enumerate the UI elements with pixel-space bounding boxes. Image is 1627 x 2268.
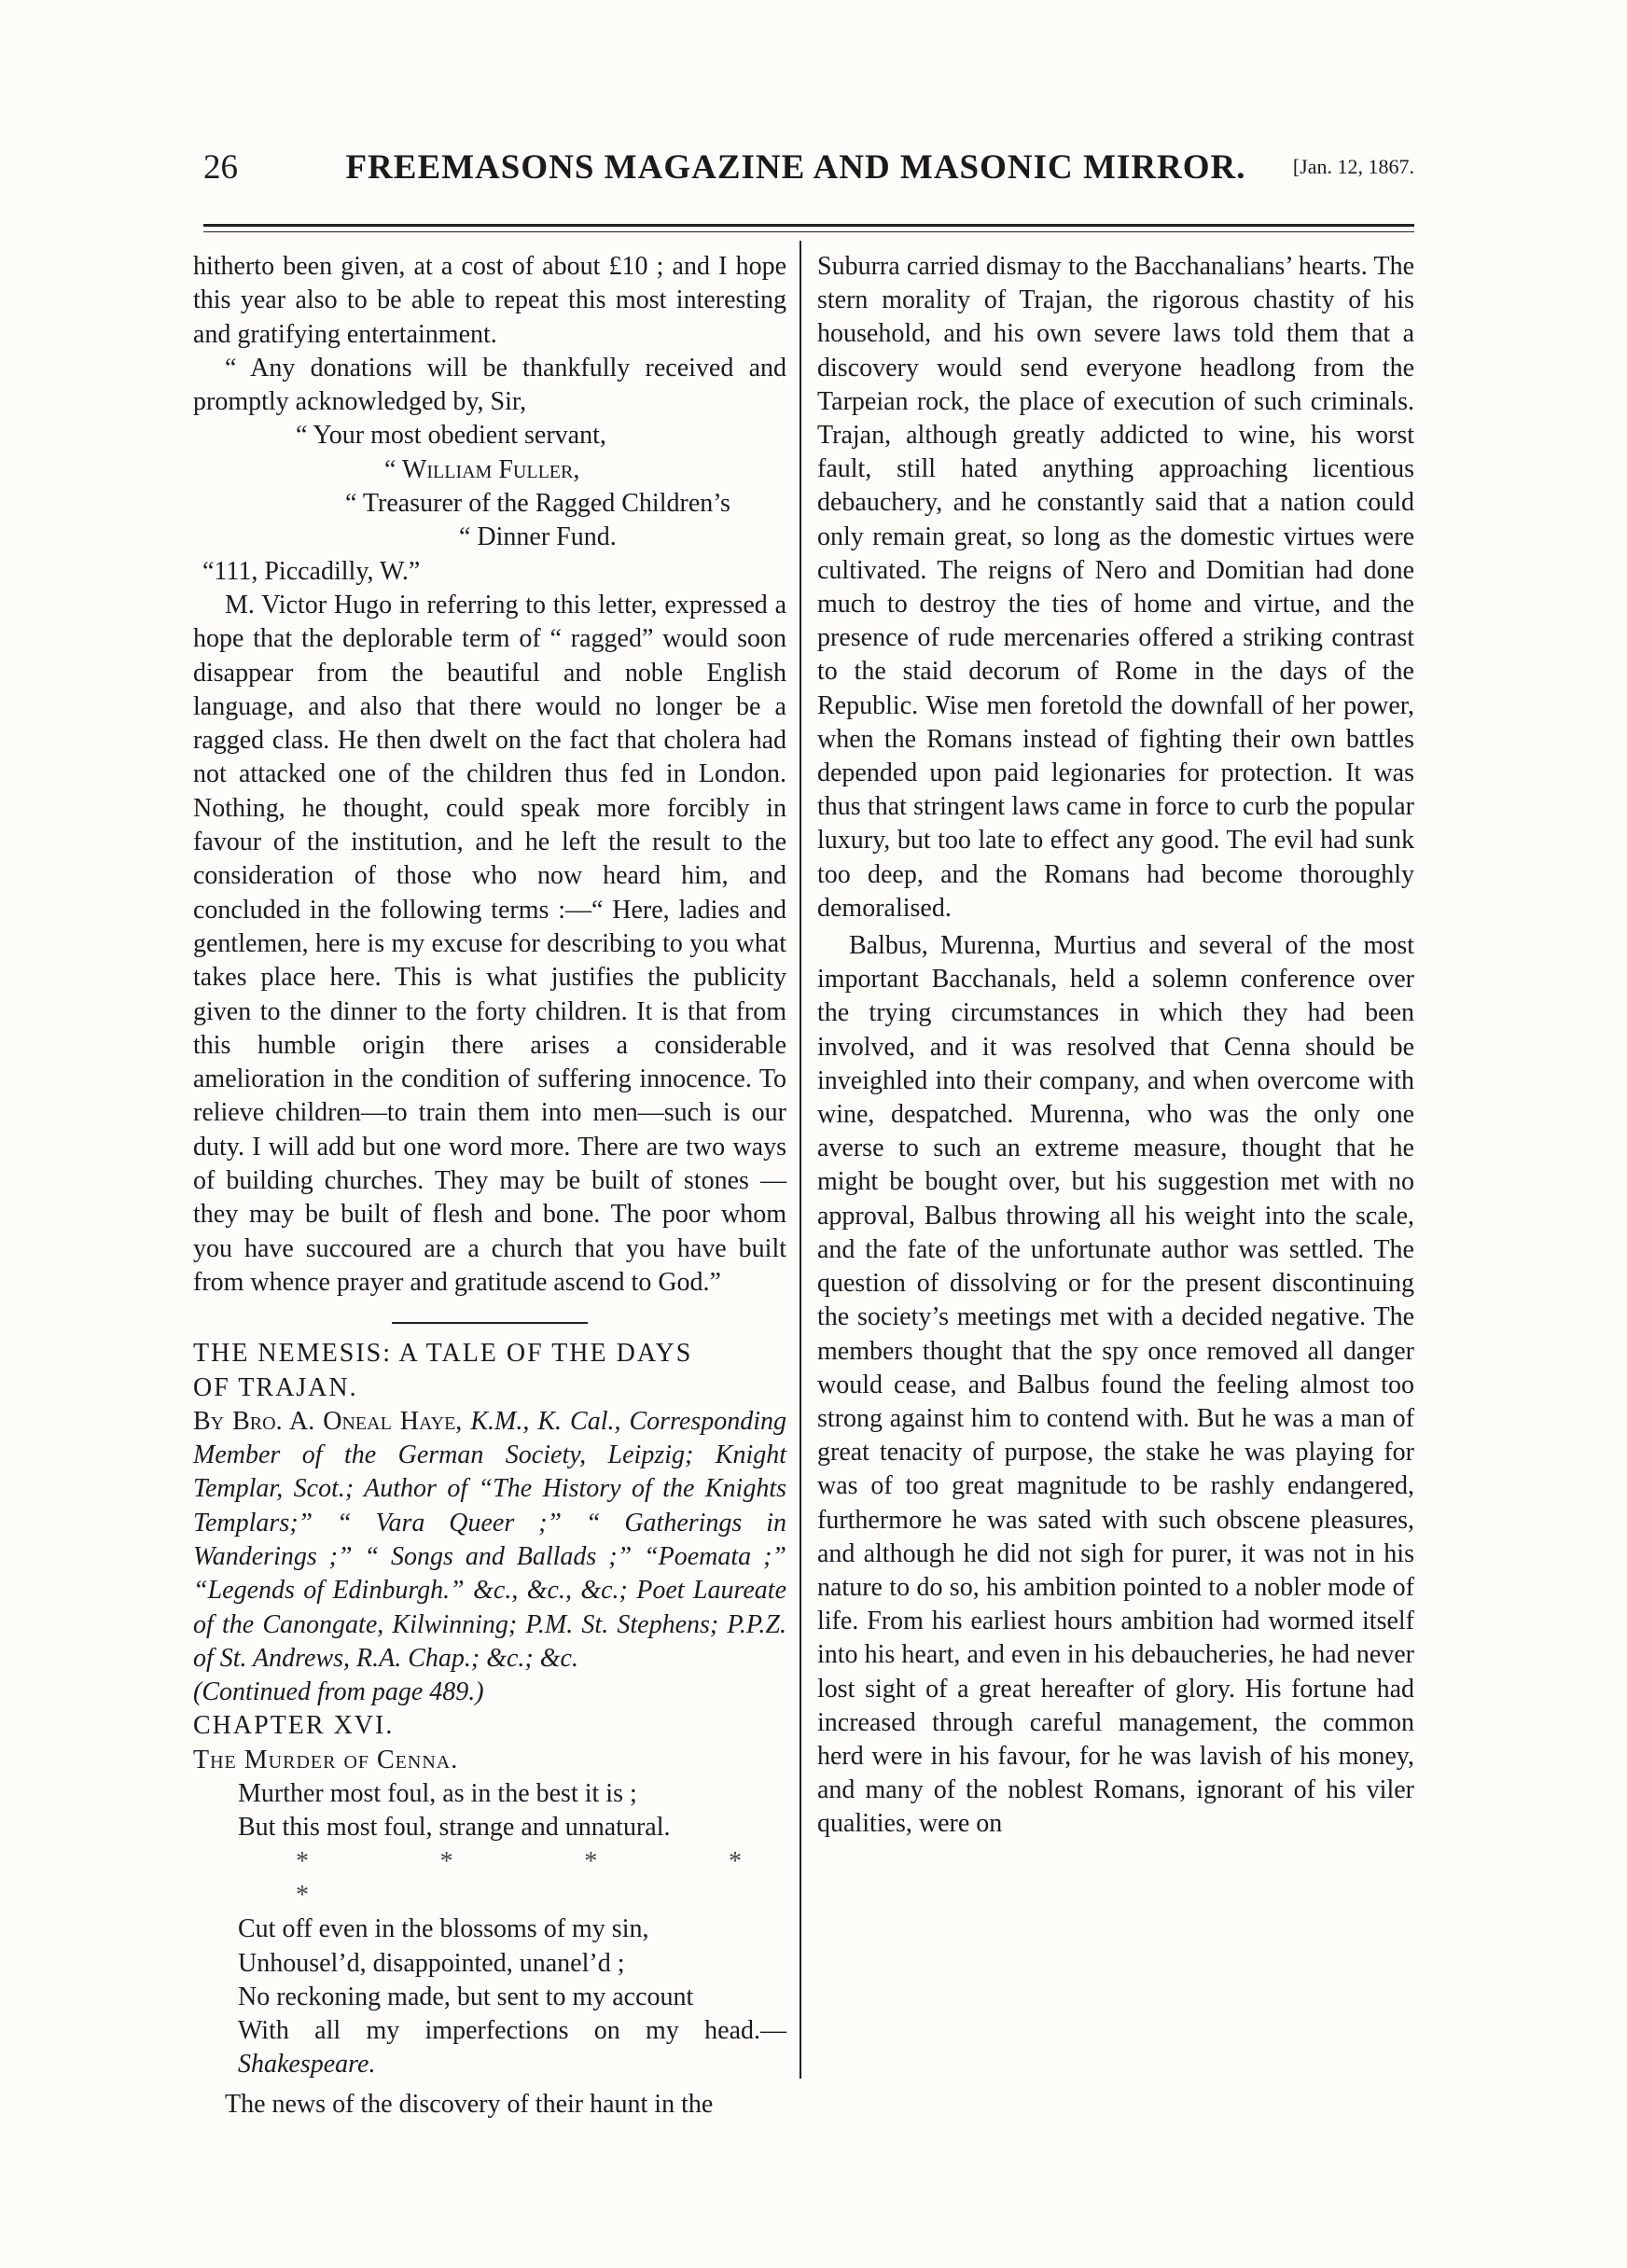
running-header (203, 140, 1416, 196)
epigraph-line: No reckoning made, but sent to my account (238, 1982, 694, 2011)
section-rule (392, 1322, 588, 1324)
epigraph-line: Cut off even in the blossoms of my sin, (238, 1914, 649, 1944)
epigraph-attribution: Shakespeare. (238, 2050, 376, 2080)
article-title: OF TRAJAN. (193, 1372, 358, 1402)
left-column (193, 250, 786, 2122)
paragraph: “ Any donations will be thankfully received and promptly acknowledged by, Sir, (193, 353, 786, 417)
byline-name: By Bro. A. Oneal Haye, (193, 1406, 463, 1436)
header-rule-thick (203, 224, 1414, 227)
epigraph-text: With all my imperfections on my head.— (238, 2016, 786, 2046)
issue-date: [Jan. 12, 1867. (1292, 155, 1414, 178)
column-divider (800, 241, 801, 2079)
chapter-heading: CHAPTER XVI. (193, 1711, 395, 1741)
page-number: 26 (203, 148, 238, 187)
epigraph-line (193, 2014, 786, 2082)
epigraph-line: Murther most foul, as in the best it is ; (238, 1779, 637, 1809)
continued-note: (Continued from page 489.) (193, 1677, 484, 1707)
paragraph: hitherto been given, at a cost of about £10 ; and I hope this year also to be able to repeat this most interesting and gratifying entertainment. (193, 252, 786, 349)
chapter-subtitle: The Murder of Cenna. (193, 1745, 459, 1774)
paragraph: The news of the discovery of their haunt in the (225, 2089, 714, 2119)
paragraph: Balbus, Murenna, Murtius and several of the most important Bacchanals, held a solemn conference over the trying circumstances in which they had been involved, and it was resolved that Cenna should be inveighled into their company, and when overcome with wine, despatched. Murenna, who was the only one averse to such an extreme measure, thought that he might be bought over, but his suggestion met with no approval, Balbus throwing all his weight into the scale, and the fate of the unfortunate author was settled. The question of dissolving or for the present discontinuing the society’s meetings met with a decided negative. The members thought that the spy once removed all danger would cease, and Balbus found the feeling almost too strong against him to contend with. But he was a man of great tenacity of purpose, the stake he was playing for was of too great magnitude to be rashly endangered, furthermore he was sated with such obscene pleasures, and although he did not sigh for purer, it was not in his nature to do so, his ambition pointed to a nobler mode of life. From his earliest hours ambition had wormed itself into his heart, and even in his debaucheries, he had never lost sight of a great hereafter of glory. His fortune had increased through careful management, the common herd were in his favour, for he was lavish of his money, and many of the noblest Romans, ignorant of his viler qualities, were on (817, 931, 1414, 1839)
article-title: THE NEMESIS: A TALE OF THE DAYS (193, 1339, 693, 1369)
letter-closing: “ Your most obedient servant, (296, 421, 606, 451)
author-byline (193, 1405, 786, 1676)
header-rule-thin (203, 231, 1414, 232)
publication-title: FREEMASONS MAGAZINE AND MASONIC MIRROR. (345, 148, 1246, 187)
paragraph: M. Victor Hugo in referring to this letter, expressed a hope that the deplorable term of “ ragged” would soon disappear from the beautiful and noble English language, and also that there would no longer be a ragged class. He then dwelt on the fact that cholera had not attacked one of the children thus fed in London. Nothing, he thought, could speak more forcibly in favour of the institution, and he left the result to the consideration of those who now heard him, and concluded in the following terms :—“ Here, ladies and gentlemen, here is my excuse for describing to you what takes place here. This is what justifies the publicity given to the dinner to the forty children. It is that from this humble origin there arises a considerable amelioration in the condition of suffering innocence. To relieve children—to train them into men—such is our duty. I will add but one word more. There are two ways of building churches. They may be built of stones —they may be built of flesh and bone. The poor whom you have succoured are a church that you have built from whence prayer and gratitude ascend to God.” (193, 590, 786, 1297)
epigraph-line: But this most foul, strange and unnatural. (238, 1813, 671, 1843)
asterism: * * * * * (296, 1846, 786, 1910)
epigraph-line: Unhousel’d, disappointed, unanel’d ; (238, 1948, 625, 1978)
letter-address: “111, Piccadilly, W.” (202, 556, 421, 586)
paragraph: Suburra carried dismay to the Bacchanalians’ hearts. The stern morality of Trajan, the rigorous chastity of his household, and his own severe laws told them that a discovery would send everyone headlong from the Tarpeian rock, the place of execution of such criminals. Trajan, although greatly addicted to wine, his worst fault, still hated anything approaching licentious debauchery, and he constantly said that a nation could only remain great, so long as the domestic virtues were cultivated. The reigns of Nero and Domitian had done much to destroy the ties of home and virtue, and the presence of rude mercenaries offered a striking contrast to the staid decorum of Rome in the days of the Republic. Wise men foretold the downfall of her power, when the Romans instead of fighting their own battles depended upon paid legionaries for protection. It was thus that stringent laws came in force to curb the popular luxury, but too late to effect any good. The evil had sunk too deep, and the Romans had become thoroughly demoralised. (817, 252, 1414, 923)
letter-signature-title: “ Dinner Fund. (459, 522, 617, 552)
letter-signature: “ William Fuller, (384, 454, 580, 484)
letter-signature-title: “ Treasurer of the Ragged Children’s (345, 489, 730, 519)
right-column (817, 250, 1414, 1842)
byline-credentials: K.M., K. Cal., Corresponding Member of the German Society, Leipzig; Knight Templar, Scot.; Author of “The History of the Knights Templars;” “ Vara Queer ;” “ Gatherings in Wanderings ;” “ Songs and Ballads ;” “Poemata ;” “Legends of Edinburgh.” &c., &c., &c.; Poet Laureate of the Canongate, Kilwinning; P.M. St. Stephens; P.P.Z. of St. Andrews, R.A. Chap.; &c.; &c. (193, 1406, 787, 1673)
